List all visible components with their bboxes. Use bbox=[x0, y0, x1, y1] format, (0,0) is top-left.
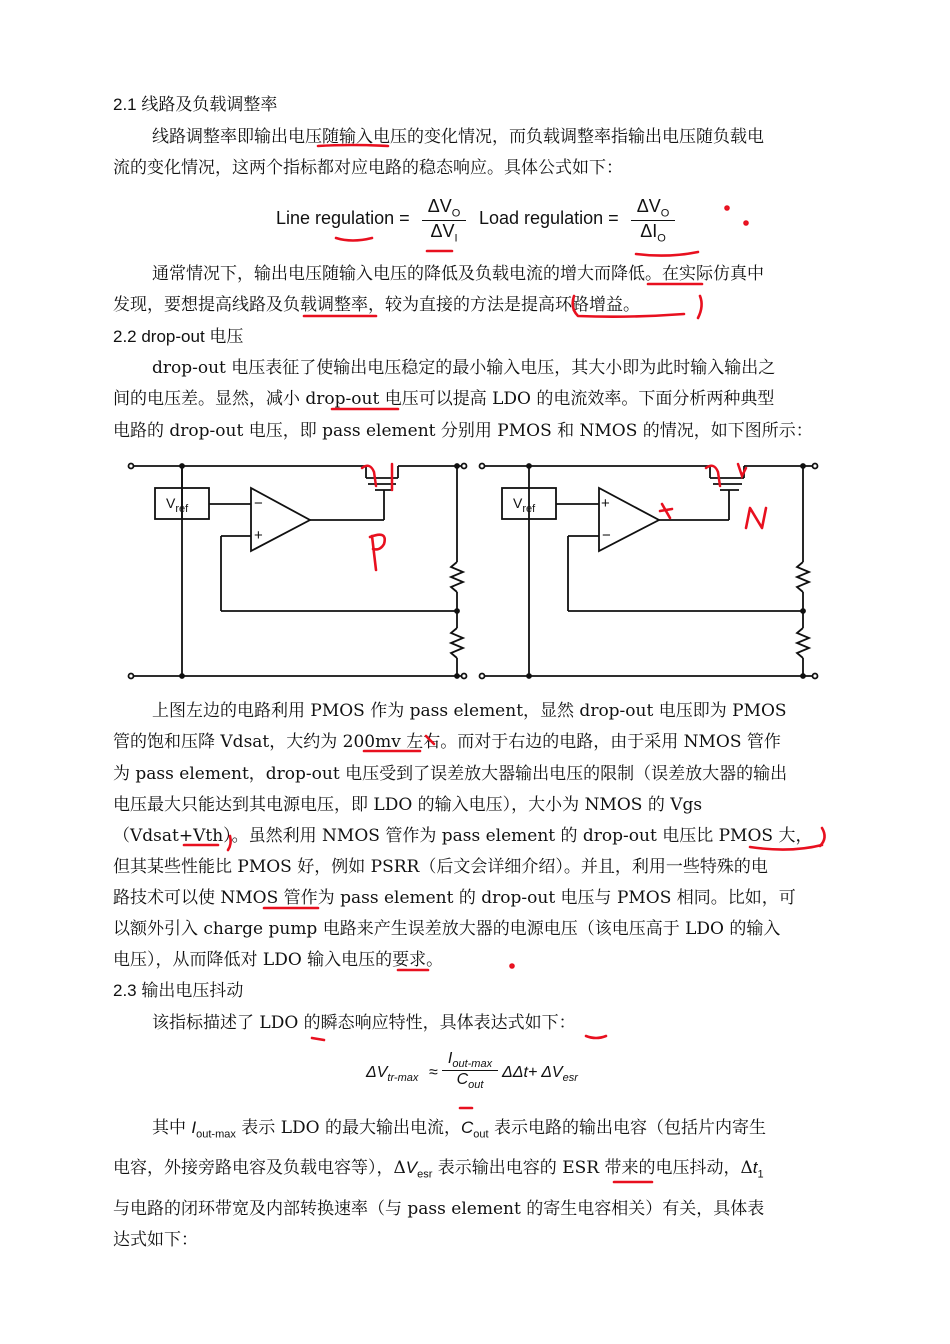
paragraph-line: 流的变化情况，这两个指标都对应电路的稳态响应。具体公式如下： bbox=[113, 158, 623, 178]
paragraph-line: 与电路的闭环带宽及内部转换速率（与 pass element 的寄生电容相关）有关，具体表 bbox=[113, 1199, 765, 1219]
left-opamp-plus: + bbox=[254, 527, 263, 544]
paragraph-line: 路技术可以使 NMOS 管作为 pass element 的 drop-out 电压与 PMOS 相同。比如，可 bbox=[113, 888, 796, 908]
paragraph-line: 为 pass element，drop-out 电压受到了误差放大器输出电压的限制（误差放大器的输出 bbox=[113, 764, 788, 784]
section-2-1-heading: 2.1 线路及负载调整率 bbox=[113, 95, 278, 114]
paragraph-line: 线路调整率即输出电压随输入电压的变化情况，而负载调整率指输出电压随负载电 bbox=[152, 127, 764, 147]
load-regulation-label: Load regulation = bbox=[479, 208, 619, 228]
paragraph-line: 发现，要想提高线路及负载调整率，较为直接的方法是提高环路增益。 bbox=[113, 295, 640, 315]
paragraph-line: 电容，外接旁路电容及负载电容等），$\Delta V_{esr}$ 表示输出电容的 ESR 带来的电压抖动，$\Delta t_1$ bbox=[113, 1158, 764, 1181]
left-vref-label: $V_{ref}$ bbox=[166, 495, 189, 515]
paragraph-line: 其中 $I_{out-max}$ 表示 LDO 的最大输出电流，$C_{out}$ 表示电路的输出电容（包括片内寄生 bbox=[152, 1118, 766, 1141]
line-regulation-label: Line regulation = bbox=[276, 208, 410, 228]
paragraph-line: 上图左边的电路利用 PMOS 作为 pass element，显然 drop-out 电压即为 PMOS bbox=[152, 701, 787, 721]
line-regulation-fraction: $\Delta V_O$ $\Delta V_I$ bbox=[422, 196, 466, 244]
right-opamp-minus: − bbox=[602, 527, 611, 544]
section-2-3-heading: 2.3 输出电压抖动 bbox=[113, 981, 244, 1000]
paragraph-line: （Vdsat+Vth）。虽然利用 NMOS 管作为 pass element 的 drop-out 电压比 PMOS 大， bbox=[113, 826, 813, 846]
formula-dt: ΔΔt bbox=[502, 1064, 528, 1081]
load-regulation-fraction: $\Delta V_O$ $\Delta I_O$ bbox=[631, 196, 675, 244]
formula-esr: + $\Delta V_{esr}$ bbox=[528, 1064, 578, 1085]
right-opamp-plus: + bbox=[601, 495, 610, 512]
paragraph-line: 管的饱和压降 Vdsat，大约为 200mv 左右。而对于右边的电路，由于采用 NMOS 管作 bbox=[113, 732, 781, 752]
paragraph-line: 达式如下： bbox=[113, 1230, 198, 1250]
paragraph-line: 以额外引入 charge pump 电路来产生误差放大器的电源电压（该电压高于 LDO 的输入 bbox=[113, 919, 781, 939]
paragraph-line: 电压），从而降低对 LDO 输入电压的要求。 bbox=[113, 950, 444, 970]
right-vref-label: $V_{ref}$ bbox=[513, 495, 536, 515]
paragraph-line: 该指标描述了 LDO 的瞬态响应特性，具体表达式如下： bbox=[152, 1013, 576, 1033]
left-opamp-minus: − bbox=[254, 495, 263, 512]
paragraph-line: 间的电压差。显然，减小 drop-out 电压可以提高 LDO 的电流效率。下面分析两种典型 bbox=[113, 389, 775, 409]
paragraph-line: 电路的 drop-out 电压，即 pass element 分别用 PMOS 和 NMOS 的情况，如下图所示： bbox=[113, 421, 813, 441]
paragraph-line: drop-out 电压表征了使输出电压稳定的最小输入电压，其大小即为此时输入输出之 bbox=[152, 358, 776, 378]
formula-approx: ≈ bbox=[429, 1064, 438, 1081]
paragraph-line: 通常情况下，输出电压随输入电压的降低及负载电流的增大而降低。在实际仿真中 bbox=[152, 264, 764, 284]
formula-lhs: $\Delta V_{tr-max}$ bbox=[366, 1064, 419, 1085]
section-2-2-heading: 2.2 drop-out 电压 bbox=[113, 327, 244, 346]
formula-fraction: $I_{out-max}$ $C_{out}$ bbox=[442, 1050, 498, 1091]
paragraph-line: 电压最大只能达到其电源电压，即 LDO 的输入电压），大小为 NMOS 的 Vgs bbox=[113, 795, 703, 815]
paragraph-line: 但其某些性能比 PMOS 好，例如 PSRR（后文会详细介绍）。并且，利用一些特殊的电 bbox=[113, 857, 768, 877]
